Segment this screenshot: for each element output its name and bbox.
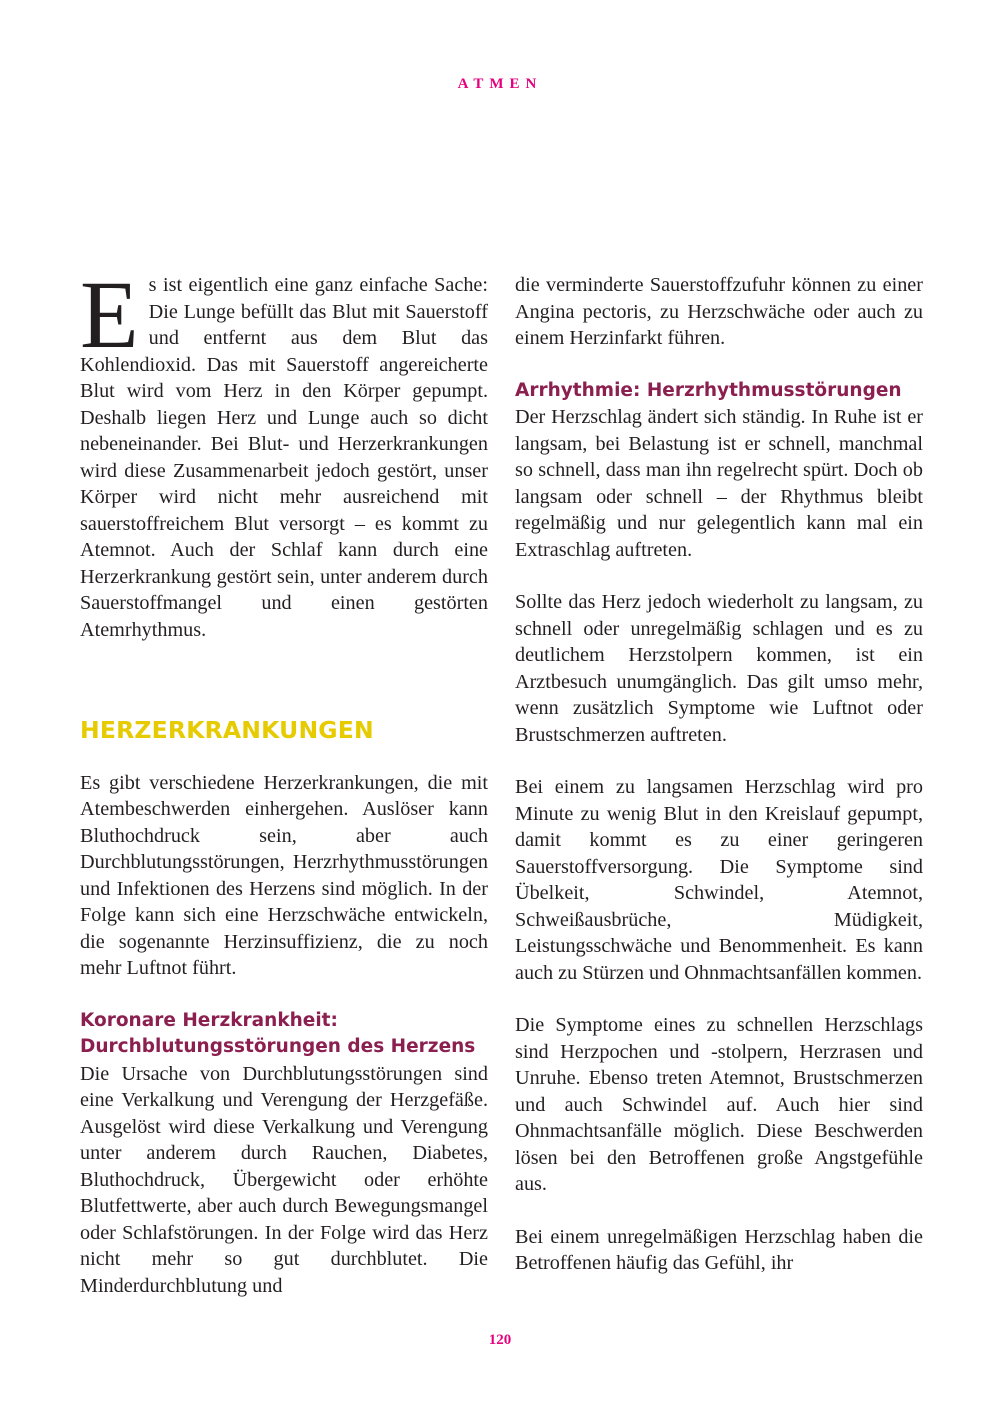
section-paragraph: Es gibt verschiedene Herzerkrankungen, die mit Atembeschwerden einhergehen. Auslöser kann Bluthochdruck sein, aber auch Durchblutungsstörungen, Herzrhythmusstörungen und Infektionen des Herzens sind möglich. In der Folge kann sich eine Herzschwäche entwickeln, die sogenannte Herzinsuffizienz, die zu noch mehr Luftnot führt. bbox=[80, 771, 488, 979]
subheading-koronare-line1: Koronare Herzkrankheit: bbox=[80, 1009, 338, 1031]
arrhythmie-paragraph-4: Die Symptome eines zu schnellen Herzschlags sind Herzpochen und -stolpern, Herzrasen und Unruhe. Ebenso treten Atemnot, Brustschmerzen und auch Schwindel auf. Auch hier sind Ohnmachtsanfälle möglich. Diese Beschwerden lösen bei den Betroffenen große Angstgefühle aus. bbox=[515, 1014, 923, 1195]
drop-cap: E bbox=[80, 261, 139, 368]
arrhythmie-paragraph-3: Bei einem zu langsamen Herzschlag wird pro Minute zu wenig Blut in den Kreislauf gepumpt, damit kommt es zu einer geringeren Sauerstoffversorgung. Die Symptome sind Übelkeit, Schwindel, Atemnot, Schweißausbrüche, Müdigkeit, Leistungsschwäche und Benommenheit. Es kann auch zu Stürzen und Ohnmachtsanfällen kommen. bbox=[515, 776, 923, 984]
intro-text: s ist eigentlich eine ganz einfache Sache: Die Lunge befüllt das Blut mit Sauerstoff und entfernt aus dem Blut das Kohlendioxid. Das mit Sauerstoff angereicherte Blut wird vom Herz in den Körper gepumpt. Deshalb liegen Herz und Lunge auch so dicht nebeneinander. Bei Blut- und Herzerkrankungen wird diese Zusammenarbeit jedoch gestört, unser Körper wird nicht mehr ausreichend mit sauerstoffreichem Blut versorgt – es kommt zu Atemnot. Auch der Schlaf kann durch eine Herzerkrankung gestört sein, unter anderem durch Sauerstoffmangel und einen gestörten Atemrhythmus. bbox=[80, 274, 488, 641]
subheading-arrhythmie: Arrhythmie: Herzrhythmusstörungen bbox=[515, 379, 902, 401]
section-title-herzerkrankungen: HERZERKRANKUNGEN bbox=[80, 716, 374, 744]
arrhythmie-paragraph-2: Sollte das Herz jedoch wiederholt zu langsam, zu schnell oder unregelmäßig schlagen und es zu deutlichem Herzstolpern kommen, ist ein Arztbesuch unumgänglich. Das gilt umso mehr, wenn zusätzlich Symptome wie Luftnot oder Brustschmerzen auftreten. bbox=[515, 591, 923, 746]
right-column bbox=[515, 272, 923, 1277]
arrhythmie-paragraph-5: Bei einem unregelmäßigen Herzschlag haben die Betroffenen häufig das Gefühl, ihr bbox=[515, 1225, 923, 1274]
koronare-paragraph: Die Ursache von Durchblutungsstörungen sind eine Verkalkung und Verengung der Herzgefäße. Ausgelöst wird diese Verkalkung und Verengung unter anderem durch Rauchen, Diabetes, Bluthochdruck, Übergewicht oder erhöhte Blutfettwerte, aber auch durch Bewegungsmangel oder Schlafstörungen. In der Folge wird das Herz nicht mehr so gut durchblutet. Die Minderdurchblutung und bbox=[80, 1062, 488, 1297]
arrhythmie-paragraph-1: Der Herzschlag ändert sich ständig. In Ruhe ist er langsam, bei Belastung ist er schnell, manchmal so schnell, dass man ihn regelrecht spürt. Doch ob langsam oder schnell – der Rhythmus bleibt regelmäßig und nur gelegentlich kann mal ein Extraschlag auftreten. bbox=[515, 406, 923, 561]
intro-paragraph bbox=[80, 261, 488, 643]
page-number: 120 bbox=[488, 1332, 512, 1348]
subheading-koronare-line2: Durchblutungsstörungen des Herzens bbox=[80, 1036, 476, 1057]
left-column bbox=[80, 261, 488, 1299]
continued-paragraph: die verminderte Sauerstoffzufuhr können zu einer Angina pectoris, zu Herzschwäche oder auch zu einem Herzinfarkt führen. bbox=[515, 274, 923, 349]
running-header: ATMEN bbox=[457, 76, 543, 92]
